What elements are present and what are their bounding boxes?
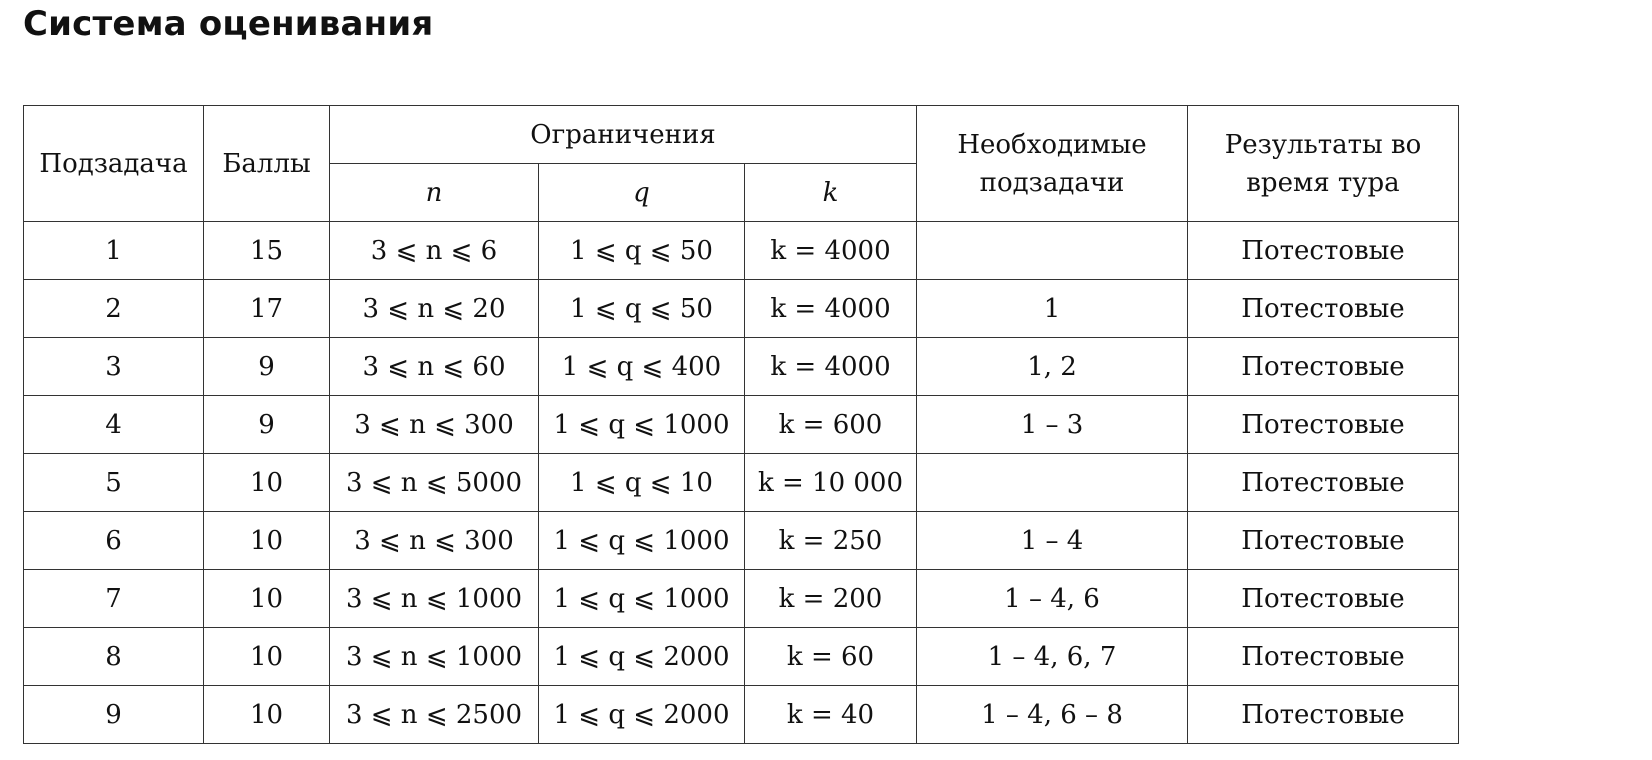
cell-results: Потестовые <box>1188 396 1459 454</box>
cell-required: 1 – 4 <box>917 512 1188 570</box>
cell-required: 1, 2 <box>917 338 1188 396</box>
cell-k: k = 10 000 <box>745 454 917 512</box>
cell-k: k = 600 <box>745 396 917 454</box>
cell-q: 1 ⩽ q ⩽ 10 <box>539 454 745 512</box>
cell-points: 15 <box>204 222 330 280</box>
cell-n: 3 ⩽ n ⩽ 2500 <box>330 686 539 744</box>
table-row <box>24 338 1459 396</box>
header-points: Баллы <box>204 106 330 222</box>
header-subtask: Подзадача <box>24 106 204 222</box>
cell-subtask: 6 <box>24 512 204 570</box>
cell-results: Потестовые <box>1188 280 1459 338</box>
cell-required: 1 – 4, 6 – 8 <box>917 686 1188 744</box>
cell-k: k = 40 <box>745 686 917 744</box>
cell-q: 1 ⩽ q ⩽ 2000 <box>539 628 745 686</box>
cell-subtask: 9 <box>24 686 204 744</box>
cell-points: 10 <box>204 686 330 744</box>
cell-k: k = 250 <box>745 512 917 570</box>
table-row <box>24 628 1459 686</box>
cell-points: 10 <box>204 628 330 686</box>
cell-subtask: 1 <box>24 222 204 280</box>
table-row <box>24 280 1459 338</box>
cell-points: 10 <box>204 570 330 628</box>
cell-subtask: 5 <box>24 454 204 512</box>
cell-k: k = 200 <box>745 570 917 628</box>
table-header <box>24 106 1459 222</box>
cell-required: 1 <box>917 280 1188 338</box>
header-row <box>24 106 1459 164</box>
cell-required <box>917 222 1188 280</box>
cell-k: k = 4000 <box>745 222 917 280</box>
cell-q: 1 ⩽ q ⩽ 1000 <box>539 570 745 628</box>
table-row <box>24 396 1459 454</box>
cell-q: 1 ⩽ q ⩽ 400 <box>539 338 745 396</box>
cell-n: 3 ⩽ n ⩽ 5000 <box>330 454 539 512</box>
cell-n: 3 ⩽ n ⩽ 1000 <box>330 570 539 628</box>
cell-required: 1 – 3 <box>917 396 1188 454</box>
cell-k: k = 4000 <box>745 338 917 396</box>
table-row <box>24 570 1459 628</box>
cell-k: k = 60 <box>745 628 917 686</box>
cell-results: Потестовые <box>1188 222 1459 280</box>
header-q: q <box>539 164 745 222</box>
header-constraints: Ограничения <box>330 106 917 164</box>
cell-subtask: 3 <box>24 338 204 396</box>
cell-required: 1 – 4, 6, 7 <box>917 628 1188 686</box>
cell-n: 3 ⩽ n ⩽ 6 <box>330 222 539 280</box>
scoring-table <box>23 105 1459 744</box>
cell-q: 1 ⩽ q ⩽ 1000 <box>539 512 745 570</box>
cell-n: 3 ⩽ n ⩽ 300 <box>330 512 539 570</box>
cell-results: Потестовые <box>1188 570 1459 628</box>
cell-k: k = 4000 <box>745 280 917 338</box>
cell-q: 1 ⩽ q ⩽ 50 <box>539 222 745 280</box>
table-row <box>24 686 1459 744</box>
cell-points: 10 <box>204 454 330 512</box>
header-k: k <box>745 164 917 222</box>
cell-results: Потестовые <box>1188 454 1459 512</box>
cell-points: 17 <box>204 280 330 338</box>
cell-results: Потестовые <box>1188 512 1459 570</box>
table-row <box>24 512 1459 570</box>
cell-results: Потестовые <box>1188 338 1459 396</box>
cell-n: 3 ⩽ n ⩽ 1000 <box>330 628 539 686</box>
table-row <box>24 454 1459 512</box>
cell-n: 3 ⩽ n ⩽ 60 <box>330 338 539 396</box>
table-row <box>24 222 1459 280</box>
cell-n: 3 ⩽ n ⩽ 300 <box>330 396 539 454</box>
cell-subtask: 8 <box>24 628 204 686</box>
cell-results: Потестовые <box>1188 628 1459 686</box>
page-title: Система оценивания <box>23 4 434 44</box>
header-results: Результаты во время тура <box>1188 106 1459 222</box>
cell-q: 1 ⩽ q ⩽ 1000 <box>539 396 745 454</box>
cell-points: 9 <box>204 396 330 454</box>
cell-required <box>917 454 1188 512</box>
header-required-subtasks: Необходимые подзадачи <box>917 106 1188 222</box>
header-n: n <box>330 164 539 222</box>
cell-points: 10 <box>204 512 330 570</box>
table-body <box>24 222 1459 744</box>
cell-points: 9 <box>204 338 330 396</box>
cell-q: 1 ⩽ q ⩽ 2000 <box>539 686 745 744</box>
cell-subtask: 2 <box>24 280 204 338</box>
cell-q: 1 ⩽ q ⩽ 50 <box>539 280 745 338</box>
cell-results: Потестовые <box>1188 686 1459 744</box>
cell-subtask: 7 <box>24 570 204 628</box>
cell-subtask: 4 <box>24 396 204 454</box>
cell-required: 1 – 4, 6 <box>917 570 1188 628</box>
cell-n: 3 ⩽ n ⩽ 20 <box>330 280 539 338</box>
